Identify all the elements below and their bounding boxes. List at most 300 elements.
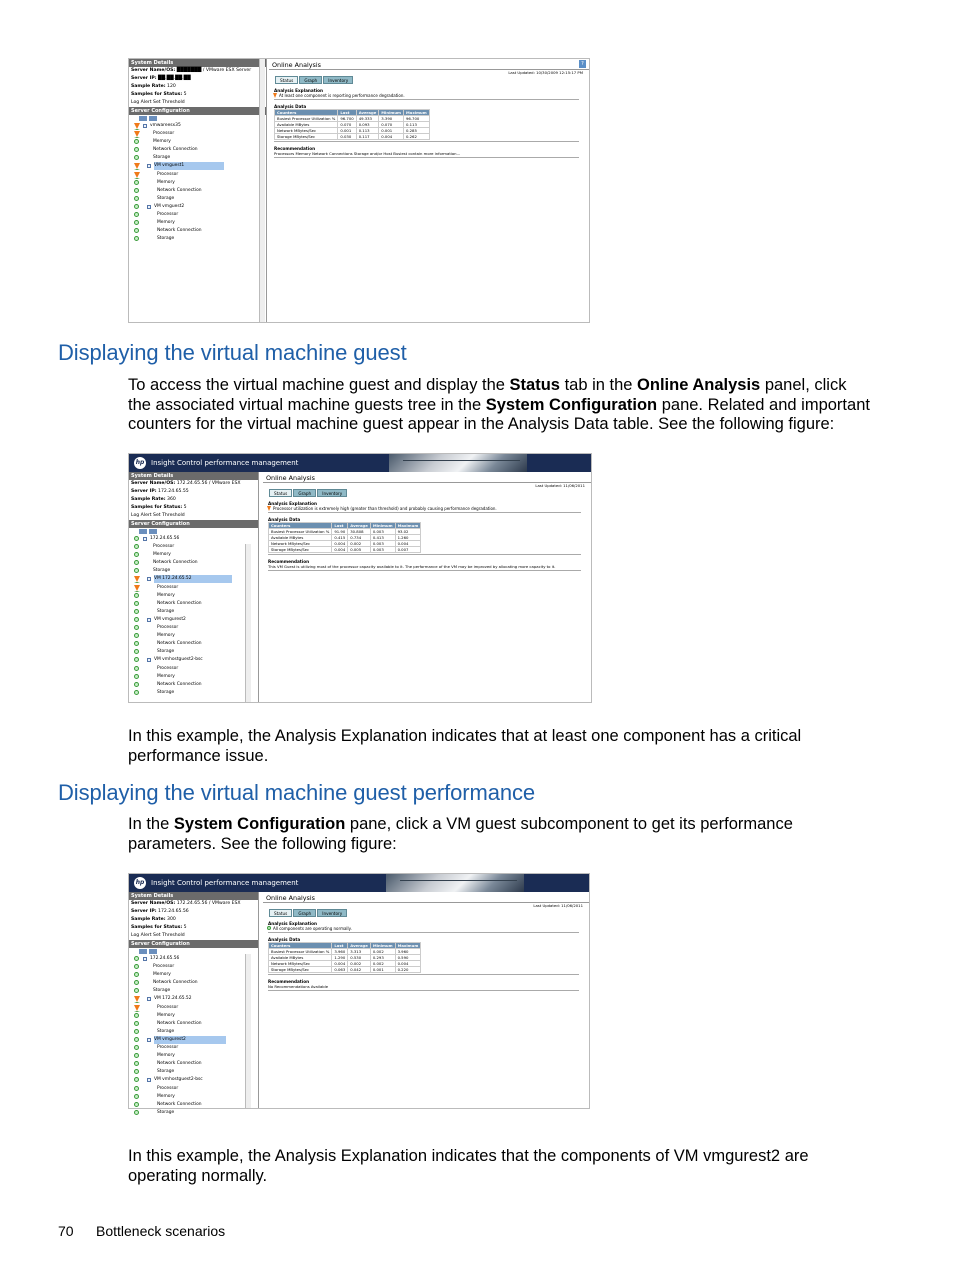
- table-row: [269, 961, 421, 967]
- analysis-explanation: [269, 93, 589, 98]
- tree-item[interactable]: [131, 1093, 258, 1101]
- ok-icon: [134, 633, 139, 638]
- ok-icon: [134, 1077, 139, 1082]
- tree-item[interactable]: [131, 138, 266, 146]
- tree-item-label: Storage: [157, 195, 175, 201]
- tree-item[interactable]: [131, 600, 258, 608]
- table-cell: 96.700: [338, 116, 356, 122]
- table-row: [269, 541, 421, 547]
- last-updated: Last Updated: 11/06/2011: [533, 903, 583, 908]
- tree-item-label: Memory: [153, 552, 171, 558]
- tree-item-label: VM 172.24.65.52: [154, 996, 192, 1002]
- column-header: Counters: [275, 110, 338, 116]
- ok-icon: [134, 228, 139, 233]
- ok-icon: [134, 1045, 139, 1050]
- help-icon[interactable]: ?: [579, 60, 586, 68]
- online-analysis-title: [263, 892, 589, 903]
- warning-icon: [134, 576, 140, 583]
- tree-toolbar: [129, 948, 258, 955]
- tree-item[interactable]: [131, 1028, 258, 1036]
- tree-item[interactable]: [131, 689, 258, 697]
- column-header: Average: [348, 523, 371, 529]
- table-cell: 0.002: [348, 961, 371, 967]
- tree-item[interactable]: [131, 616, 258, 624]
- recommendation-text: This VM Guest is utilizing most of the processor capacity available to it. The performance of the VM may be improved by allocating more capacity to it.: [268, 564, 556, 569]
- tree-item-label: Processor: [153, 544, 175, 550]
- detail-key: Sample Rate:: [131, 84, 166, 89]
- table-cell: 0.001: [379, 128, 404, 134]
- tree-item[interactable]: [131, 171, 266, 179]
- detail-key: Samples for Status:: [131, 92, 183, 97]
- server-configuration-title: Server Configuration: [129, 107, 266, 115]
- tree-item[interactable]: [131, 567, 258, 575]
- analysis-data-table: [268, 942, 421, 973]
- expand-toggle-icon[interactable]: [147, 997, 151, 1001]
- tree-scrollbar[interactable]: [245, 954, 251, 1108]
- table-row: [275, 134, 430, 140]
- tree-item[interactable]: [131, 648, 258, 656]
- tree-item[interactable]: [131, 1020, 258, 1028]
- tree-item[interactable]: [131, 640, 258, 648]
- explanation-text: All components are operating normally.: [273, 926, 352, 931]
- ok-icon: [134, 155, 139, 160]
- tree-item-label: Processor: [157, 171, 179, 177]
- system-details-title: System Details: [129, 59, 266, 67]
- tree-item-label: 172.24.65.56: [150, 956, 180, 961]
- tree-item-label: Network Connection: [157, 1101, 202, 1107]
- table-cell: 0.590: [395, 955, 421, 961]
- analysis-data-title: Analysis Data: [268, 517, 301, 522]
- analysis-explanation: [263, 506, 591, 511]
- tree-item[interactable]: [131, 575, 258, 583]
- detail-value: 172.24.65.56 / VMware ESX: [175, 901, 241, 906]
- tree-item-label: Memory: [157, 1093, 175, 1099]
- hp-logo: hp: [134, 877, 146, 889]
- tree-item-label: Memory: [157, 633, 175, 639]
- tree-item[interactable]: [131, 130, 266, 138]
- tree-item[interactable]: [131, 211, 266, 219]
- column-header: Last: [332, 523, 348, 529]
- table-cell: 0.002: [370, 949, 395, 955]
- tree-item-label: VM vmhostguest2-bsc: [154, 657, 203, 663]
- explanation-text: Processor utilization is extremely high (greater than threshold) and probably causing performance degradation.: [273, 506, 497, 511]
- app-title-bar: [129, 454, 591, 472]
- table-cell: 91.90: [332, 529, 348, 535]
- ok-icon: [134, 560, 139, 565]
- ok-icon: [134, 147, 139, 152]
- tree-item[interactable]: [131, 1060, 258, 1068]
- tree-item-label: Network Connection: [157, 681, 202, 687]
- warning-icon: [134, 131, 140, 138]
- analysis-data-table: [274, 109, 430, 140]
- section-heading: Displaying the virtual machine guest: [58, 340, 407, 365]
- tree-item-label: Network Connection: [153, 560, 198, 566]
- tree-item[interactable]: [131, 681, 258, 689]
- tree-item-label: Processor: [157, 1085, 179, 1091]
- tree-item[interactable]: [131, 1076, 258, 1084]
- warning-icon: [134, 172, 140, 179]
- tab-status[interactable]: Status: [275, 76, 298, 84]
- expand-toggle-icon[interactable]: [147, 658, 151, 662]
- column-header: Minimum: [370, 523, 395, 529]
- table-cell: 0.070: [379, 122, 404, 128]
- tree-item-label: VM vmguest2: [154, 203, 185, 209]
- log-alert-row[interactable]: Log Alert Set Threshold: [131, 513, 185, 518]
- ok-icon: [134, 625, 139, 630]
- tree-item-label: Memory: [157, 179, 175, 185]
- ok-icon: [134, 196, 139, 201]
- table-cell: 0.117: [356, 134, 379, 140]
- table-cell: 0.003: [370, 541, 395, 547]
- server-configuration-title: Server Configuration: [129, 520, 258, 528]
- tree-item[interactable]: [131, 551, 258, 559]
- ok-icon: [134, 1013, 139, 1018]
- table-cell: 0.285: [403, 128, 429, 134]
- table-cell: Available MBytes: [269, 955, 332, 961]
- online-analysis-panel: [263, 472, 591, 702]
- tree-item[interactable]: [131, 1004, 258, 1012]
- table-cell: 1.290: [332, 955, 348, 961]
- table-cell: 0.262: [403, 134, 429, 140]
- tree-item[interactable]: [131, 592, 258, 600]
- collapse-all-icon[interactable]: [149, 529, 157, 534]
- detail-key: Samples for Status:: [131, 505, 183, 510]
- collapse-all-icon[interactable]: [149, 949, 157, 954]
- tree-item-label: Memory: [153, 139, 171, 145]
- divider: [274, 157, 579, 158]
- detail-value: 172.24.65.56 / VMware ESX: [175, 481, 241, 486]
- detail-row: [129, 488, 258, 496]
- panel-title: Online Analysis: [266, 894, 315, 902]
- recommendation-title: Recommendation: [268, 979, 310, 984]
- tree-item[interactable]: [131, 608, 258, 616]
- online-analysis-panel: [269, 59, 589, 322]
- tree-item[interactable]: [131, 987, 258, 995]
- tree-item[interactable]: [131, 179, 266, 187]
- app-title: Insight Control performance management: [151, 459, 299, 467]
- table-cell: 0.007: [395, 547, 421, 553]
- figure-screenshot-2: [128, 453, 592, 703]
- tree-item[interactable]: [131, 195, 266, 203]
- detail-value: 300: [165, 917, 176, 922]
- tree-item[interactable]: [131, 995, 258, 1003]
- tree-item-label: VM 172.24.65.52: [154, 575, 232, 583]
- table-cell: 0.220: [395, 967, 421, 973]
- detail-value: 5: [182, 92, 187, 97]
- divider: [268, 990, 579, 991]
- recommendation-title: Recommendation: [268, 559, 310, 564]
- table-cell: Storage MBytes/Sec: [269, 967, 332, 973]
- text-run: pane, click a VM guest subcomponent to get its performance parameters. See the following figure:: [128, 815, 793, 853]
- ok-icon: [134, 690, 139, 695]
- column-header: Maximum: [395, 523, 421, 529]
- ui-term: Status: [509, 376, 560, 394]
- banner-photo: [389, 454, 527, 472]
- tree-item-label: VM vmhostguest2-bsc: [154, 1077, 203, 1083]
- table-cell: 0.293: [370, 955, 395, 961]
- tree-item-label: Storage: [157, 649, 175, 655]
- tree-item-label: Storage: [157, 608, 175, 614]
- ui-term: System Configuration: [173, 815, 346, 833]
- column-header: Last: [338, 110, 356, 116]
- table-cell: 0.042: [348, 967, 371, 973]
- expand-all-icon[interactable]: [139, 116, 147, 121]
- column-header: Counters: [269, 943, 332, 949]
- expand-toggle-icon[interactable]: [147, 1038, 151, 1042]
- detail-value: 172.24.65.56: [156, 909, 189, 914]
- tab-inventory[interactable]: Inventory: [317, 489, 347, 497]
- table-cell: 49.333: [356, 116, 379, 122]
- tree-item[interactable]: [131, 673, 258, 681]
- ok-icon: [134, 544, 139, 549]
- table-cell: 0.001: [338, 128, 356, 134]
- tree-toolbar: [129, 528, 258, 535]
- tree-item[interactable]: [131, 1109, 258, 1117]
- detail-key: Sample Rate:: [131, 497, 166, 502]
- tree-item[interactable]: [131, 971, 258, 979]
- tree-item[interactable]: [131, 162, 266, 170]
- expand-toggle-icon[interactable]: [147, 618, 151, 622]
- detail-key: Server Name/OS:: [131, 481, 176, 486]
- table-cell: 0.004: [332, 961, 348, 967]
- collapse-all-icon[interactable]: [149, 116, 157, 121]
- tree-item-label: Network Connection: [157, 600, 202, 606]
- tree-item[interactable]: [131, 543, 258, 551]
- table-cell: 0.002: [370, 961, 395, 967]
- divider: [268, 554, 581, 555]
- tree-item-label: 172.24.65.56: [150, 536, 180, 541]
- tree-item-label: Memory: [157, 1012, 175, 1018]
- detail-value: 360: [165, 497, 176, 502]
- table-cell: 30.808: [348, 529, 371, 535]
- tree-item[interactable]: [131, 656, 258, 664]
- ok-icon: [134, 568, 139, 573]
- analysis-explanation: [263, 926, 589, 931]
- tree-item-label: Processor: [157, 212, 179, 218]
- tree-item-label: Storage: [157, 1069, 175, 1075]
- column-header: Average: [356, 110, 379, 116]
- configuration-tree: [129, 955, 258, 1117]
- ok-icon: [134, 188, 139, 193]
- tree-item-label: Processor: [157, 1045, 179, 1051]
- tree-item-label: Network Connection: [157, 228, 202, 234]
- tree-item[interactable]: [131, 122, 266, 130]
- tree-item-label: Storage: [157, 1028, 175, 1034]
- expand-toggle-icon[interactable]: [143, 124, 147, 128]
- tree-scrollbar[interactable]: [259, 59, 265, 322]
- ok-icon: [134, 1094, 139, 1099]
- ok-icon: [134, 1021, 139, 1026]
- expand-toggle-icon[interactable]: [143, 957, 147, 961]
- tree-item[interactable]: [131, 227, 266, 235]
- detail-row: [129, 916, 258, 924]
- tree-item[interactable]: [131, 665, 258, 673]
- warning-icon: [134, 1005, 140, 1012]
- tab-status[interactable]: Status: [269, 909, 292, 917]
- tree-item[interactable]: [131, 1012, 258, 1020]
- explanation-text: At least one component is reporting performance degradation.: [279, 93, 405, 98]
- text-run: pane. Related and important counters for the virtual machine guest appear in the Analysis Data table. See the following figure:: [128, 395, 870, 433]
- warning-icon: [273, 93, 277, 98]
- ok-icon: [134, 180, 139, 185]
- ok-icon: [134, 988, 139, 993]
- section-intro: [128, 376, 873, 435]
- detail-value: 5: [182, 925, 187, 930]
- detail-row: [129, 75, 266, 83]
- column-header: Counters: [269, 523, 332, 529]
- tree-item[interactable]: [131, 963, 258, 971]
- expand-toggle-icon[interactable]: [147, 205, 151, 209]
- tab-strip: [263, 489, 591, 497]
- expand-all-icon[interactable]: [139, 529, 147, 534]
- tree-item[interactable]: [131, 1052, 258, 1060]
- table-cell: 0.063: [332, 967, 348, 973]
- tree-item[interactable]: [131, 154, 266, 162]
- table-cell: 93.02: [395, 529, 421, 535]
- panel-title: Online Analysis: [266, 474, 315, 482]
- tree-item-label: Network Connection: [157, 1020, 202, 1026]
- expand-all-icon[interactable]: [139, 949, 147, 954]
- tree-item-label: Network Connection: [153, 980, 198, 986]
- tab-status[interactable]: Status: [269, 489, 292, 497]
- table-row: [269, 529, 421, 535]
- tree-item-label: Network Connection: [157, 641, 202, 647]
- table-cell: Available MBytes: [269, 535, 332, 541]
- ok-icon: [134, 593, 139, 598]
- tree-toolbar: [129, 115, 266, 122]
- tab-graph[interactable]: Graph: [293, 489, 316, 497]
- figure-screenshot-1: [128, 58, 590, 323]
- warning-icon: [267, 506, 271, 511]
- divider: [268, 570, 581, 571]
- detail-key: Server IP:: [131, 909, 157, 914]
- table-row: [269, 967, 421, 973]
- tree-item[interactable]: [131, 1068, 258, 1076]
- log-alert-row[interactable]: Log Alert Set Threshold: [131, 933, 185, 938]
- detail-row: [129, 67, 266, 75]
- detail-value: 120: [165, 84, 176, 89]
- divider: [268, 974, 579, 975]
- table-cell: Busiest Processor Utilization %: [275, 116, 338, 122]
- table-cell: Network MBytes/Sec: [275, 128, 338, 134]
- expand-toggle-icon[interactable]: [147, 164, 151, 168]
- panel-title: Online Analysis: [272, 61, 321, 69]
- analysis-explanation-title: Analysis Explanation: [268, 501, 318, 506]
- tab-inventory[interactable]: Inventory: [323, 76, 353, 84]
- divider: [268, 932, 579, 933]
- analysis-data-title: Analysis Data: [274, 104, 307, 109]
- tree-item[interactable]: [131, 1044, 258, 1052]
- system-details-title: System Details: [129, 472, 258, 480]
- column-header: Maximum: [403, 110, 429, 116]
- tree-item[interactable]: [131, 559, 258, 567]
- tree-item[interactable]: [131, 535, 258, 543]
- tree-item-label: Storage: [153, 988, 171, 994]
- page-number: 70: [58, 1223, 74, 1239]
- recommendation-text: Processors Memory Network Connections Storage and/or Host Busiest contain more information...: [274, 151, 461, 156]
- table-cell: 0.113: [403, 122, 429, 128]
- tree-item-label: VM vmguest1: [154, 162, 224, 170]
- tree-scrollbar[interactable]: [245, 544, 251, 702]
- tree-item[interactable]: [131, 955, 258, 963]
- tree-item-label: Network Connection: [153, 147, 198, 153]
- tree-item-label: Network Connection: [157, 187, 202, 193]
- divider: [274, 99, 579, 100]
- recommendation-title: Recommendation: [274, 146, 316, 151]
- tree-item-label: Storage: [153, 568, 171, 574]
- tree-item-label: Network Connection: [157, 1061, 202, 1067]
- tab-graph[interactable]: Graph: [299, 76, 322, 84]
- tree-item[interactable]: [131, 1085, 258, 1093]
- tree-item[interactable]: [131, 187, 266, 195]
- tree-item[interactable]: [131, 979, 258, 987]
- tree-item[interactable]: [131, 624, 258, 632]
- ok-icon: [134, 956, 139, 961]
- tree-item[interactable]: [131, 584, 258, 592]
- table-cell: 1.260: [395, 535, 421, 541]
- table-row: [269, 535, 421, 541]
- ok-icon: [134, 212, 139, 217]
- table-cell: 0.004: [332, 547, 348, 553]
- tab-inventory[interactable]: Inventory: [317, 909, 347, 917]
- tab-graph[interactable]: Graph: [293, 909, 316, 917]
- table-cell: 0.004: [395, 961, 421, 967]
- table-cell: 3.960: [395, 949, 421, 955]
- ok-icon: [134, 674, 139, 679]
- figure-screenshot-3: [128, 873, 590, 1115]
- text-run: To access the virtual machine guest and display the: [128, 376, 510, 394]
- tab-strip: [269, 76, 589, 84]
- detail-key: Sample Rate:: [131, 917, 166, 922]
- expand-toggle-icon[interactable]: [147, 577, 151, 581]
- text-run: tab in the: [559, 376, 638, 394]
- expand-toggle-icon[interactable]: [147, 1078, 151, 1082]
- tree-item[interactable]: [131, 1101, 258, 1109]
- tree-item[interactable]: [131, 203, 266, 211]
- system-details-pane: [129, 59, 267, 322]
- log-alert-row[interactable]: Log Alert Set Threshold: [131, 100, 185, 105]
- ok-icon: [134, 536, 139, 541]
- table-cell: 0.734: [348, 535, 371, 541]
- hp-logo: hp: [134, 457, 146, 469]
- detail-key: Server Name/OS:: [131, 901, 176, 906]
- detail-row: [129, 480, 258, 488]
- detail-value: ██.██.██.██: [156, 76, 191, 81]
- tree-item[interactable]: [131, 219, 266, 227]
- divider: [268, 512, 581, 513]
- expand-toggle-icon[interactable]: [143, 537, 147, 541]
- column-header: Maximum: [395, 943, 421, 949]
- ok-icon: [134, 964, 139, 969]
- ok-icon: [134, 1069, 139, 1074]
- column-header: Average: [348, 943, 371, 949]
- tree-item[interactable]: [131, 632, 258, 640]
- tree-item[interactable]: [131, 146, 266, 154]
- table-cell: Storage MBytes/Sec: [275, 134, 338, 140]
- ok-icon: [267, 926, 271, 930]
- section-intro: [128, 815, 873, 854]
- table-cell: 3.960: [332, 949, 348, 955]
- tree-item[interactable]: [131, 235, 266, 243]
- ok-icon: [134, 617, 139, 622]
- column-header: Last: [332, 943, 348, 949]
- banner-photo: [386, 874, 524, 892]
- table-cell: 0.004: [332, 541, 348, 547]
- tree-item-label: Processor: [153, 964, 175, 970]
- tree-item-label: Storage: [157, 689, 175, 695]
- tree-item[interactable]: [131, 1036, 258, 1044]
- section-note: In this example, the Analysis Explanation indicates that at least one component has a critical performance issue.: [128, 727, 802, 765]
